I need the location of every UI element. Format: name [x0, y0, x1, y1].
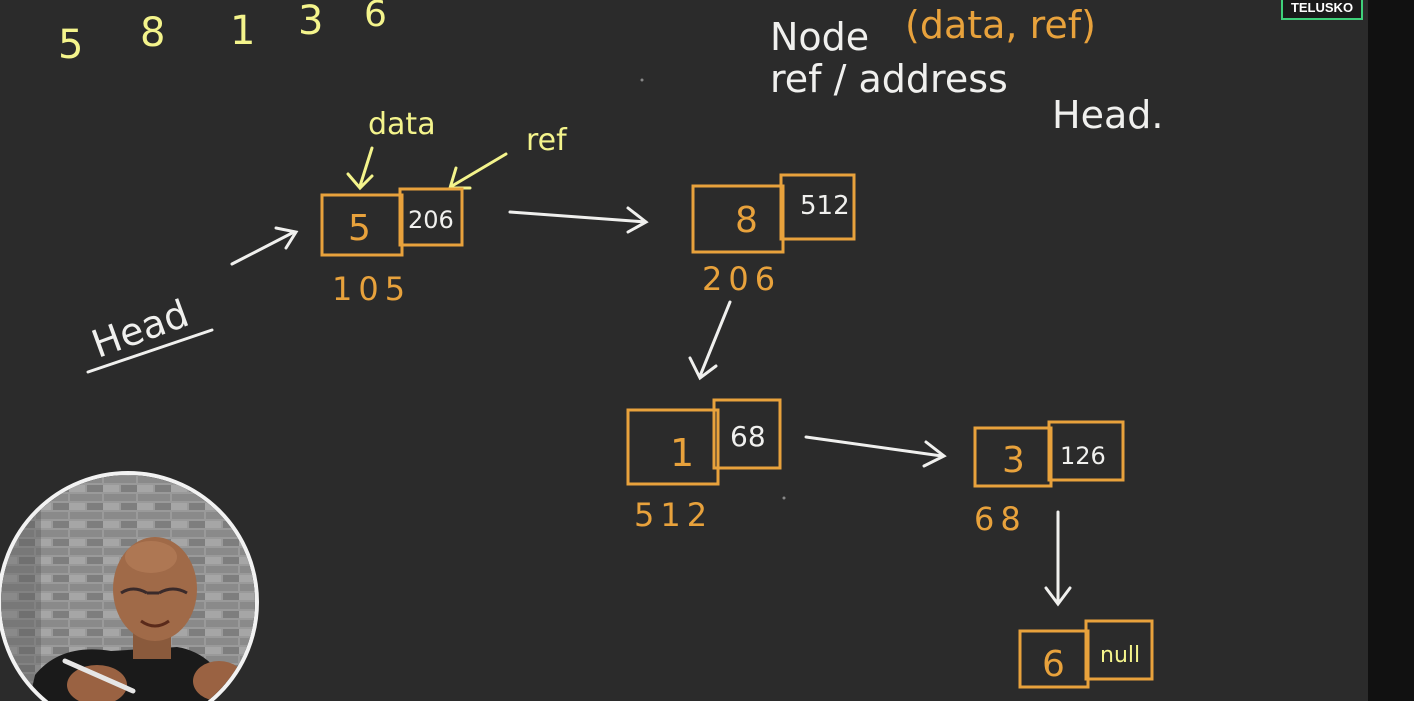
- ref-pointer-arrow: [450, 154, 506, 188]
- node-3-data: 1: [670, 431, 695, 475]
- node-4-ref: 126: [1060, 442, 1106, 470]
- presenter-head-shine: [125, 541, 177, 573]
- node-3-ref: 68: [730, 420, 766, 453]
- sequence-value-2: 8: [140, 10, 166, 56]
- node-5-data: 6: [1042, 644, 1065, 685]
- node-2-ref: 512: [800, 191, 850, 221]
- sequence-value-3: 1: [230, 8, 256, 54]
- node-1-data: 5: [348, 208, 371, 249]
- note-head: Head.: [1052, 93, 1164, 137]
- node-5: [1020, 621, 1152, 687]
- label-data: data: [368, 107, 436, 142]
- node-2-address: 206: [702, 260, 782, 298]
- node-1-address: 105: [332, 270, 412, 308]
- head-label-text: Head: [85, 291, 195, 367]
- note-node-params: (data, ref): [905, 3, 1096, 47]
- chalk-dot: [641, 79, 644, 82]
- label-ref: ref: [526, 123, 567, 158]
- node-3-address: 512: [634, 496, 714, 534]
- sequence-value-5: 6: [364, 0, 387, 35]
- node-2-data: 8: [735, 200, 758, 241]
- arrow-node3-to-node4: [806, 437, 944, 466]
- presenter-image: [1, 475, 259, 701]
- node-4-data: 3: [1002, 440, 1025, 481]
- node-1: [322, 189, 462, 308]
- arrow-node1-to-node2: [510, 208, 646, 232]
- arrow-node2-to-node3: [690, 302, 730, 378]
- node-4: [974, 422, 1123, 538]
- sequence-value-1: 5: [58, 22, 84, 68]
- note-node-word: Node: [770, 15, 870, 59]
- sequence-value-4: 3: [298, 0, 324, 44]
- node-1-ref: 206: [408, 206, 454, 234]
- channel-logo: TELUSKO: [1281, 0, 1363, 20]
- arrow-node4-to-node5: [1046, 512, 1070, 604]
- note-ref-address: ref / address: [770, 57, 1008, 101]
- node-2: [693, 175, 854, 298]
- head-to-node-arrow: [232, 228, 296, 264]
- data-pointer-arrow: [348, 148, 372, 188]
- node-3: [628, 400, 780, 534]
- node-4-address: 68: [974, 500, 1027, 538]
- chalk-dot: [783, 497, 786, 500]
- frame-edge: [1368, 0, 1414, 701]
- node-5-ref: null: [1100, 643, 1141, 668]
